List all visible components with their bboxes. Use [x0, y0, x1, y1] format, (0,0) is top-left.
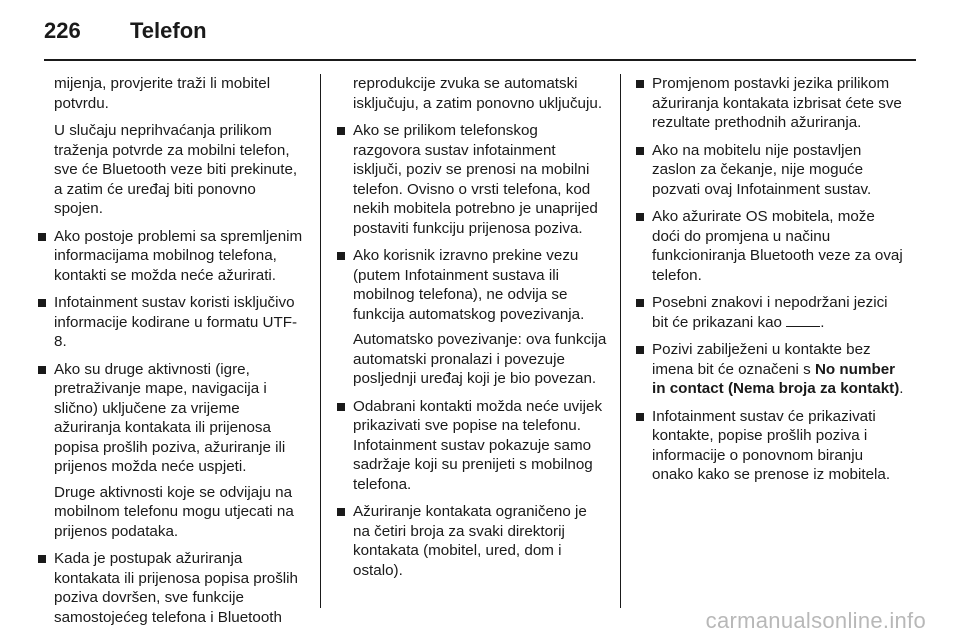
sub-paragraph: Automatsko povezivanje: ova funkcija automatski pronalazi i povezuje posljednji uređaj koji je bio povezan.	[353, 331, 607, 387]
list-item-text: Ako korisnik izravno prekine vezu (putem Infotainment sustava ili mobilnog telefona), ne odvija se funkcija automatskog povezivanja.	[353, 247, 585, 323]
list-item-text: Kada je postupak ažuriranja kontakata ili prijenosa popisa prošlih poziva dovršen, sve funkcije samostojećeg telefona i Bluetooth	[54, 550, 298, 626]
list-item	[38, 360, 306, 477]
header-rule	[44, 59, 916, 61]
list-item-text: Infotainment sustav će prikazivati kontakte, popise prošlih poziva i informacije o ponovnom biranju onako kako se prenose iz mobitela.	[652, 407, 891, 483]
list-item	[337, 246, 607, 324]
list-item	[337, 397, 607, 495]
list-item	[636, 340, 904, 399]
bullet-icon	[337, 127, 345, 135]
list-item	[38, 227, 306, 286]
list-item	[337, 121, 607, 238]
list-item-text-end: .	[820, 313, 825, 331]
list-item	[636, 407, 904, 485]
column-divider	[620, 74, 621, 608]
list-item-text: Posebni znakovi i nepodržani jezici bit će prikazani kao	[652, 294, 888, 331]
section-title: Telefon	[130, 18, 207, 43]
list-item-text: Promjenom postavki jezika prilikom ažuriranja kontakata izbrisat ćete sve rezultate prethodnih ažuriranja.	[652, 75, 902, 131]
list-item-text-end: .	[899, 380, 904, 397]
bullet-icon	[636, 299, 644, 307]
column-divider	[320, 74, 321, 608]
bullet-icon	[636, 346, 644, 354]
page-header	[44, 18, 916, 48]
bullet-icon	[38, 233, 46, 241]
paragraph: U slučaju neprihvaćanja prilikom traženja potvrde za mobilni telefon, sve će Bluetooth veze biti prekinute, a zatim će uređaj biti ponovno spojen.	[54, 122, 298, 217]
bullet-icon	[38, 555, 46, 563]
list-item-text: Ako postoje problemi sa spremljenim informacijama mobilnog telefona, kontakti se možda neće ažurirati.	[54, 227, 303, 284]
list-item	[636, 293, 904, 332]
bullet-icon	[337, 403, 345, 411]
paragraph: mijenja, provjerite traži li mobitel potvrdu.	[54, 75, 271, 112]
display-message: No number in contact (Nema broja za kontakt)	[652, 360, 900, 397]
bullet-icon	[38, 366, 46, 374]
list-item	[636, 141, 904, 200]
watermark: carmanualsonline.info	[705, 608, 926, 633]
list-item-text: Ako se prilikom telefonskog razgovora sustav infotainment isključi, poziv se prenosi na mobilni telefon. Ovisno o vrsti telefona, kod nekih mobitela potrebno je unaprijed postaviti funkciju prijenosa poziva.	[353, 122, 598, 237]
page-number: 226	[44, 18, 81, 43]
list-item	[337, 502, 607, 580]
bullet-icon	[636, 213, 644, 221]
paragraph: reprodukcije zvuka se automatski isključuju, a zatim ponovno uključuju.	[353, 75, 603, 112]
bullet-icon	[636, 80, 644, 88]
list-item-text: Ako su druge aktivnosti (igre, pretraživanje mape, navigacija i slično) uključene za vrijeme ažuriranja kontakata ili prijenosa popisa prošlih poziva, ažuriranje ili prijenos možda neće uspjeti.	[54, 360, 286, 475]
list-item-text: Ako ažurirate OS mobitela, može doći do promjena u načinu funkcioniranja Bluetooth veze za ovaj telefon.	[652, 208, 903, 284]
list-item-text: Odabrani kontakti možda neće uvijek prikazivati sve popise na telefonu. Infotainment sustav pokazuje samo sadržaje koji su prenijeti s mobilnog telefona.	[353, 397, 603, 493]
bullet-icon	[636, 413, 644, 421]
list-item-text: Pozivi zabilježeni u kontakte bez imena bit će označeni s	[652, 341, 871, 378]
list-item-text: Infotainment sustav koristi isključivo informacije kodirane u formatu UTF-8.	[54, 294, 298, 350]
list-item-text: Ažuriranje kontakata ograničeno je na četiri broja za svaki direktorij kontakata (mobitel, ured, dom i ostalo).	[353, 503, 587, 579]
list-item	[38, 549, 306, 627]
bullet-icon	[38, 299, 46, 307]
sub-paragraph: Druge aktivnosti koje se odvijaju na mobilnom telefonu mogu utjecati na prijenos podataka.	[54, 483, 294, 540]
list-item-text: Ako na mobitelu nije postavljen zaslon za čekanje, nije moguće pozvati ovaj Infotainment sustav.	[652, 141, 872, 198]
bullet-icon	[337, 508, 345, 516]
bullet-icon	[337, 252, 345, 260]
column-2	[337, 74, 607, 588]
bullet-icon	[636, 147, 644, 155]
placeholder-blank	[786, 314, 820, 327]
column-1	[38, 74, 306, 635]
list-item	[636, 207, 904, 285]
list-item	[38, 293, 306, 352]
column-3	[636, 74, 904, 493]
list-item	[636, 74, 904, 133]
